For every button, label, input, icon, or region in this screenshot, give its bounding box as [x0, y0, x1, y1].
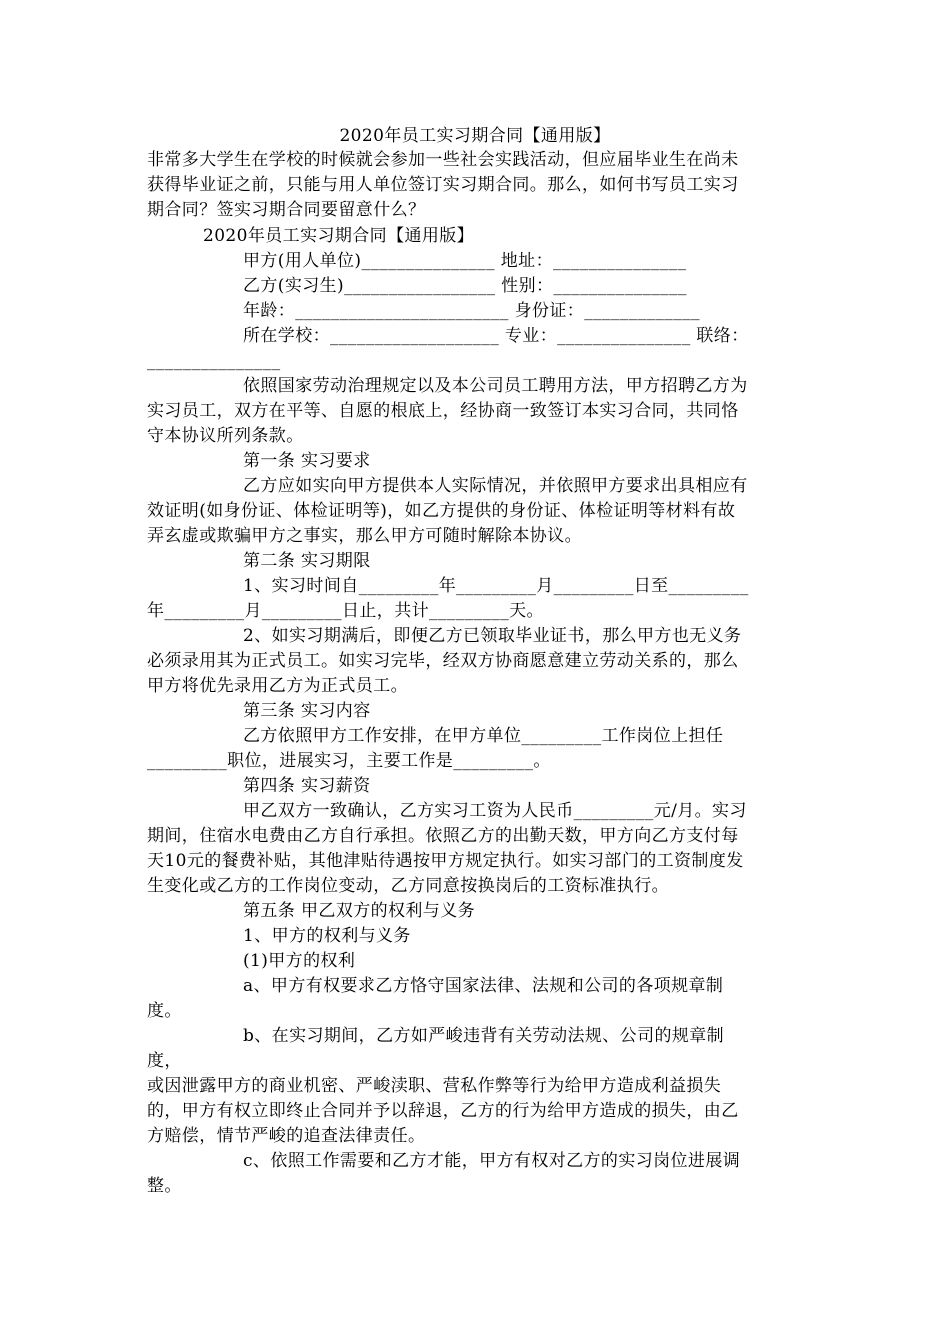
article-4-line-2: 期间，住宿水电费由乙方自行承担。依照乙方的出勤天数，甲方向乙方支付每	[147, 826, 739, 846]
contact-blank: _______________	[147, 351, 281, 371]
article-1-heading: 第一条 实习要求	[243, 451, 371, 471]
clause-b-line-2: 度，	[147, 1051, 182, 1071]
article-3-line-2: _________职位，进展实习，主要工作是_________。	[147, 751, 551, 771]
preamble-line-2: 实习员工，双方在平等、自愿的根底上，经协商一致签订本实习合同，共同恪	[147, 401, 739, 421]
article-2-heading: 第二条 实习期限	[243, 551, 371, 571]
party-b-field: 乙方(实习生)_________________ 性别：_______________	[243, 276, 687, 296]
intro-line-2: 获得毕业证之前，只能与用人单位签订实习期合同。那么，如何书写员工实习	[147, 175, 739, 195]
article-1-line-2: 效证明(如身份证、体检证明等)，如乙方提供的身份证、体检证明等材料有故	[147, 501, 736, 521]
clause-a-line-2: 度。	[147, 1001, 182, 1021]
article-5-subsection-1: (1)甲方的权利	[243, 951, 356, 971]
age-id-field: 年龄：________________________ 身份证：_____________	[243, 301, 700, 321]
clause-a-line-1: a、甲方有权要求乙方恪守国家法律、法规和公司的各项规章制	[243, 976, 724, 996]
article-1-line-1: 乙方应如实向甲方提供本人实际情况，并依照甲方要求出具相应有	[243, 476, 748, 496]
article-5-section-1: 1、甲方的权利与义务	[243, 926, 411, 946]
article-1-line-3: 弄玄虚或欺骗甲方之事实，那么甲方可随时解除本协议。	[147, 526, 582, 546]
party-a-field: 甲方(用人单位)_______________ 地址：_______________	[243, 251, 687, 271]
article-2-clause-1-line-2: 年_________月_________日止，共计_________天。	[147, 601, 544, 621]
clause-b-line-5: 方赔偿，情节严峻的追查法律责任。	[147, 1126, 426, 1146]
preamble-line-1: 依照国家劳动治理规定以及本公司员工聘用方法，甲方招聘乙方为	[243, 376, 748, 396]
clause-b-line-4: 的，甲方有权立即终止合同并予以辞退，乙方的行为给甲方造成的损失，由乙	[147, 1101, 739, 1121]
intro-line-1: 非常多大学生在学校的时候就会参加一些社会实践活动，但应届毕业生在尚未	[147, 150, 739, 170]
clause-b-line-3: 或因泄露甲方的商业机密、严峻渎职、营私作弊等行为给甲方造成利益损失	[147, 1076, 722, 1096]
document-title: 2020年员工实习期合同【通用版】	[339, 126, 611, 146]
article-2-clause-2-line-1: 2、如实习期满后，即便乙方已领取毕业证书，那么甲方也无义务	[243, 626, 742, 646]
intro-line-3: 期合同？签实习期合同要留意什么？	[147, 200, 426, 220]
clause-b-line-1: b、在实习期间，乙方如严峻违背有关劳动法规、公司的规章制	[243, 1026, 725, 1046]
article-4-line-4: 生变化或乙方的工作岗位变动，乙方同意按换岗后的工资标准执行。	[147, 876, 669, 896]
clause-c-line-2: 整。	[147, 1176, 182, 1196]
article-2-clause-2-line-2: 必须录用其为正式员工。如实习完毕，经双方协商愿意建立劳动关系的，那么	[147, 651, 739, 671]
article-2-clause-2-line-3: 甲方将优先录用乙方为正式员工。	[147, 676, 408, 696]
contract-heading: 2020年员工实习期合同【通用版】	[203, 226, 475, 246]
school-major-field: 所在学校：___________________ 专业：_______________ 联络：	[243, 326, 749, 346]
article-3-line-1: 乙方依照甲方工作安排，在甲方单位_________工作岗位上担任	[243, 726, 724, 746]
article-4-heading: 第四条 实习薪资	[243, 776, 371, 796]
article-3-heading: 第三条 实习内容	[243, 701, 371, 721]
article-5-heading: 第五条 甲乙双方的权利与义务	[243, 901, 476, 921]
preamble-line-3: 守本协议所列条款。	[147, 426, 304, 446]
article-2-clause-1-line-1: 1、实习时间自_________年_________月_________日至_________	[243, 576, 749, 596]
article-4-line-1: 甲乙双方一致确认，乙方实习工资为人民币_________元/月。实习	[243, 801, 747, 821]
clause-c-line-1: c、依照工作需要和乙方才能，甲方有权对乙方的实习岗位进展调	[243, 1151, 741, 1171]
article-4-line-3: 天10元的餐费补贴，其他津贴待遇按甲方规定执行。如实习部门的工资制度发	[147, 851, 744, 871]
